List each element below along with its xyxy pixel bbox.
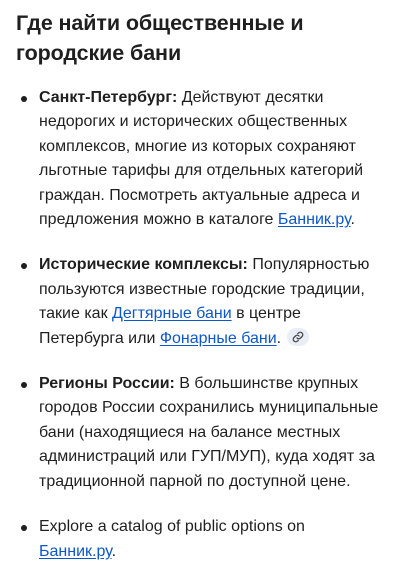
item-text: В большинстве крупных городов России сохранились муниципальные бани (находящиеся на балансе местных администраций или ГУП/МУП), куда ходят за традиционной парной по доступной цене. (39, 375, 379, 490)
item-title: Санкт-Петербург: (39, 89, 178, 106)
bannik-catalog-link[interactable]: Банник.ру (39, 542, 112, 560)
item-text: Популярностью пользуются известные городские традиции, такие как (39, 256, 370, 323)
fonarnye-bani-link[interactable]: Фонарные бани (159, 329, 277, 347)
list-item-regions (16, 372, 384, 494)
item-text: Explore a catalog of public options on (39, 518, 305, 536)
list-item-spb (16, 86, 384, 232)
item-punct: . (111, 542, 117, 560)
list-item-historic (16, 253, 384, 351)
item-punct: . (276, 329, 282, 347)
source-link-chip[interactable] (287, 328, 309, 346)
bannik-link[interactable]: Банник.ру (277, 211, 351, 229)
item-title: Регионы России: (39, 375, 175, 393)
item-title: Исторические комплексы: (39, 256, 248, 274)
list-item-explore (16, 515, 384, 564)
degtyarnye-bani-link[interactable]: Дегтярные бани (112, 305, 232, 323)
bullet-list (16, 86, 384, 564)
item-punct: . (350, 211, 355, 229)
section-heading: Где найти общественные и городские бани (16, 11, 304, 65)
item-text: Действуют десятки недорогих и исторических общественных комплексов, многие из которых сохраняют льготные тарифы для отдельных категорий граждан. Посмотреть актуальные адреса и предложения можно в каталоге (39, 89, 364, 229)
link-icon (292, 331, 304, 343)
item-text-mid: в центре Петербурга или (39, 305, 301, 347)
